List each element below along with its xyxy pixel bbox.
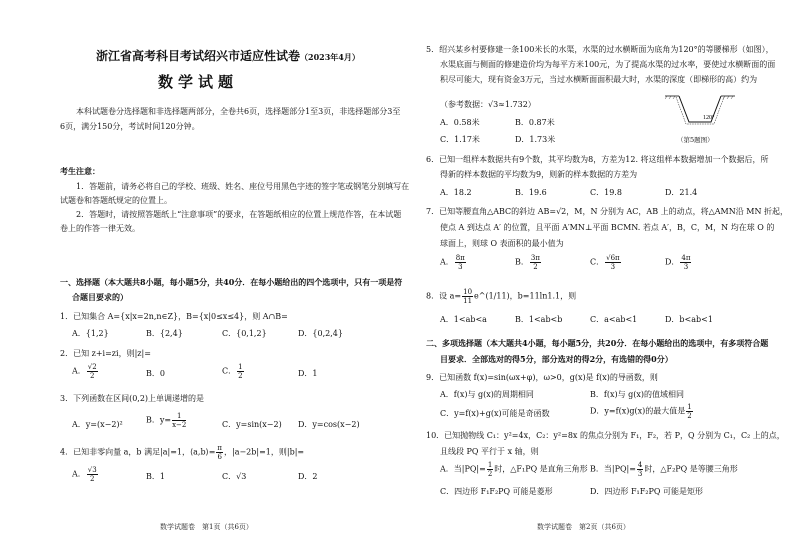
q1-option-c: C．{0,1,2} — [222, 329, 267, 338]
q6-option-b: B．19.6 — [515, 188, 547, 197]
section1-heading-cont: 合题目要求的） — [72, 292, 128, 302]
q3-option-b: B．y= $\frac{1}{x-2}$ — [146, 412, 187, 429]
q5-option-b: B．0.87米 — [515, 118, 555, 127]
section2-heading: 二、多项选择题（本大题共4小题，每小题5分，共20分．在每小题给出的选项中，有多项符合题 — [426, 338, 769, 348]
q3-option-a: A．y=(x−2)² — [72, 420, 123, 429]
footer-right: 数学试题卷 第2页（共6页） — [537, 523, 630, 531]
q1-option-d: D．{0,2,4} — [298, 329, 343, 338]
q5-angle-label: 120° — [703, 115, 715, 121]
q9-option-d: D．y=f(x)g(x)的最大值是 $\frac{1}{2}$ — [590, 403, 692, 420]
q6-option-c: C．19.8 — [590, 188, 622, 197]
q10-option-a: A．当|PQ|= $\frac{1}{2}$ 时，△F₁PQ 是直角三角形 — [440, 461, 588, 478]
q9-option-c: C．y=f(x)+g(x)可能是奇函数 — [440, 409, 550, 418]
intro-line-1: 本科试题卷分选择题和非选择题两部分，全卷共6页，选择题部分1至3页，非选择题部分3至 — [76, 107, 401, 116]
q8-option-d: D．b<ab<1 — [665, 315, 713, 324]
q2-option-d: D．1 — [298, 369, 318, 378]
intro-line-2: 6页，满分150分，考试时间120分钟。 — [60, 122, 200, 131]
q7-line1: 7．已知等腰直角△ABC的斜边 AB=√2，M，N 分别为 AC，AB 上的动点，将△AMN沿 MN 折起， — [426, 207, 789, 216]
q4-option-b: B．1 — [146, 472, 165, 481]
q6-line1: 6．已知一组样本数据共有9个数，其平均数为8，方差为12. 将这组样本数据增加一个数据后，所 — [426, 155, 769, 164]
q5-line3: 积尽可能大，现有资金3万元，当过水横断面面积最大时，水渠的深度（即梯形的高）约为 — [440, 75, 758, 84]
q5-line2: 水渠底面与侧面的修建造价均为每平方米100元，为了提高水渠的过水率，要使过水横断面的面 — [440, 60, 776, 69]
q4-stem: 4．已知非零向量 a，b 满足|a|=1，⟨a,b⟩= $\frac{\pi}{6}$ ，|a−2b|=1，则|b|= — [60, 444, 305, 461]
notice-heading: 考生注意： — [60, 166, 100, 176]
q5-option-a: A．0.58米 — [440, 118, 480, 127]
q8-option-a: A．1<ab<a — [440, 315, 487, 324]
q6-line2: 得新的样本数据的平均数为9，则新的样本数据的方差为 — [440, 170, 638, 179]
q7-line2: 使点 A 到达点 A′ 的位置，且平面 A′MN⊥平面 BCMN. 若点 A′，B，C，M，N 均在球 O 的 — [440, 223, 775, 232]
notice-p2-line2: 卷上的作答一律无效。 — [60, 224, 140, 233]
q5-option-d: D．1.73米 — [515, 135, 556, 144]
exam-title: 浙江省高考科目考试绍兴市适应性试卷（2023年4月） — [96, 49, 360, 63]
q4-option-a: A． $\frac{√3}{2}$ — [72, 466, 97, 483]
q2-stem: 2．已知 z+i=zi，则|z|= — [60, 349, 151, 358]
q1-option-b: B．{2,4} — [146, 329, 183, 338]
q4-option-d: D．2 — [298, 472, 318, 481]
section1-heading: 一、选择题（本大题共8小题，每小题5分，共40分．在每小题给出的四个选项中，只有一项是符 — [60, 277, 403, 287]
q2-option-b: B．0 — [146, 369, 165, 378]
subject-title: 数学试题 — [158, 73, 239, 91]
q7-option-a: A． $\frac{8\pi}{3}$ — [440, 254, 465, 271]
q1-option-a: A．{1,2} — [72, 329, 109, 338]
q9-option-a: A．f(x)与 g(x)的周期相同 — [440, 390, 534, 399]
q9-stem: 9．已知函数 f(x)=sin(ωx+φ)，ω>0，g(x)是 f(x)的导函数，则 — [426, 373, 658, 382]
q5-line4: （参考数据：√3≈1.732） — [440, 100, 536, 109]
q8-option-c: C．a<ab<1 — [590, 315, 638, 324]
q1-stem: 1．已知集合 A={x|x=2n,n∈Z}，B={x|0≤x≤4}，则 A∩B= — [60, 312, 288, 321]
q9-option-b: B．f(x)与 g(x)的值域相同 — [590, 390, 685, 399]
q10-line1: 10．已知抛物线 C₁：y²=4x，C₂：y²=8x 的焦点分别为 F₁，F₂，若 P，Q 分别为 C₁，C₂ 上的点， — [426, 431, 785, 440]
q2-option-c: C． $\frac{1}{2}$ — [222, 363, 243, 380]
q10-option-d: D．四边形 F₁F₂PQ 可能是矩形 — [590, 487, 703, 496]
section2-heading-cont: 目要求．全部选对的得5分，部分选对的得2分，有选错的得0分） — [440, 354, 673, 364]
q7-option-c: C． $\frac{√6\pi}{3}$ — [590, 254, 620, 271]
notice-p1-line2: 试题卷和答题纸规定的位置上。 — [60, 196, 172, 205]
q10-option-c: C．四边形 F₁F₂PQ 可能是菱形 — [440, 487, 553, 496]
q5-line1: 5．绍兴某乡村要修建一条100米长的水渠，水渠的过水横断面为底角为120°的等腰梯形（如图）， — [426, 45, 774, 54]
q10-line2: 且线段 PQ 平行于 x 轴，则 — [440, 447, 539, 456]
notice-p2-line1: 2．答题时，请按照答题纸上“注意事项”的要求，在答题纸相应的位置上规范作答，在本试题 — [76, 210, 402, 219]
q3-stem: 3．下列函数在区间(0,2)上单调递增的是 — [60, 394, 205, 403]
q6-option-a: A．18.2 — [440, 188, 472, 197]
q7-line3: 球面上，则球 O 表面积的最小值为 — [440, 239, 564, 248]
q5-option-c: C．1.17米 — [440, 135, 480, 144]
q8-option-b: B．1<ab<b — [515, 315, 563, 324]
q4-option-c: C．√3 — [222, 472, 247, 481]
q7-option-d: D． $\frac{4\pi}{3}$ — [665, 254, 691, 271]
q3-option-d: D．y=cos(x−2) — [298, 420, 360, 429]
notice-p1-line1: 1．答题前，请务必将自己的学校、班级、姓名、座位号用黑色字迹的签字笔或钢笔分别填写在 — [76, 182, 410, 191]
q3-option-c: C．y=sin(x−2) — [222, 420, 282, 429]
footer-left: 数学试题卷 第1页（共6页） — [160, 523, 253, 531]
q8-stem: 8．设 a= $\frac{10}{11}$ e^(1/11)，b=11ln1.1，则 — [426, 288, 577, 305]
q6-option-d: D．21.4 — [665, 188, 698, 197]
q10-option-b: B．当|PQ|= $\frac{4}{3}$ 时，△F₂PQ 是等腰三角形 — [590, 461, 738, 478]
q2-option-a: A． $\frac{√2}{2}$ — [72, 363, 97, 380]
q7-option-b: B． $\frac{3\pi}{2}$ — [515, 254, 540, 271]
q5-trapezoid-figure — [665, 92, 735, 134]
q5-figure-caption: （第5题图） — [677, 136, 714, 144]
